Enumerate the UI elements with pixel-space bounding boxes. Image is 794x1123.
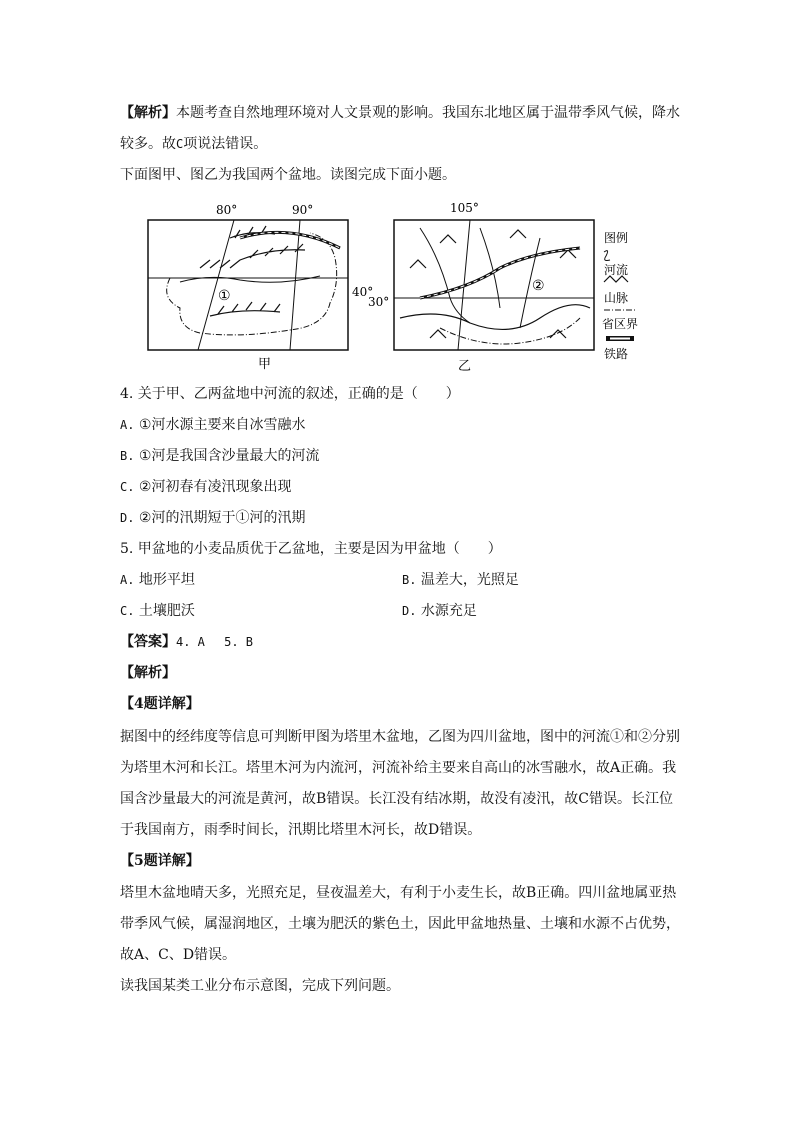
map-a-meridian-90 (290, 220, 300, 350)
q5-stem: 5. 甲盆地的小麦品质优于乙盆地，主要是因为甲盆地（ ） (120, 541, 502, 557)
map-b-marker: ② (532, 278, 545, 294)
map-b-caption: 乙 (458, 359, 472, 374)
option-text: 水源充足 (420, 603, 477, 619)
option-letter: A. (120, 573, 135, 587)
option-letter: D. (402, 604, 417, 618)
legend-title: 图例 (604, 231, 629, 245)
q4-option-b (120, 446, 319, 466)
option-letter: B. (120, 449, 135, 463)
map-a-river (180, 276, 320, 282)
option-text: ①河水源主要来自冰雪融水 (138, 417, 306, 433)
intro-line-2 (120, 134, 267, 154)
option-letter: C. (120, 604, 135, 618)
map-a-lat-label: 40° (352, 285, 374, 299)
option-text: 地形平坦 (138, 572, 195, 588)
map-b-mountains (410, 230, 576, 338)
map-b-river-main (400, 305, 590, 330)
map-b-frame (394, 220, 594, 350)
q5-option-a (120, 570, 195, 590)
intro-line-1 (120, 103, 680, 123)
map-b-river-trib-1 (420, 228, 470, 323)
map-b-river-trib-2 (480, 228, 500, 308)
map-a-caption: 甲 (258, 357, 272, 372)
map-a-mountain-north (200, 244, 305, 268)
lead-text: 下面图甲、图乙为我国两个盆地。读图完成下面小题。 (120, 167, 456, 183)
map-a-mountain-south (210, 302, 280, 316)
map-a-lon-label-90: 90° (292, 203, 314, 217)
d5-line-3: 故A、C、D错误。 (120, 947, 237, 963)
answer-line (120, 632, 253, 652)
legend-river-icon (604, 251, 610, 261)
map-a-marker: ① (218, 288, 231, 304)
q5-option-c (120, 601, 195, 621)
analysis-heading: 【解析】 (120, 665, 176, 681)
q4-option-a (120, 415, 305, 435)
d4-heading: 【4题详解】 (120, 696, 200, 712)
d5-line-2: 带季风气候，属湿润地区，土壤为肥沃的紫色土，因此甲盆地热量、土壤和水源不占优势， (120, 916, 680, 932)
closing-text: 读我国某类工业分布示意图，完成下列问题。 (120, 978, 400, 994)
q4-option-c (120, 477, 291, 497)
q4-option-d (120, 508, 305, 528)
legend-mountain-label: 山脉 (604, 291, 629, 305)
option-text: 温差大，光照足 (420, 572, 519, 588)
option-text: ②河初春有凌汛现象出现 (138, 479, 292, 495)
d5-heading: 【5题详解】 (120, 853, 200, 869)
d4-line-2: 为塔里木河和长江。塔里木河为内流河，河流补给主要来自高山的冰雪融水，故A正确。我 (120, 760, 677, 776)
legend-railway-label: 铁路 (604, 347, 629, 361)
map-b-lon-label: 105° (450, 201, 479, 215)
option-letter: D. (120, 511, 135, 525)
map-a-province-boundary (167, 233, 337, 335)
basin-maps-figure (140, 198, 640, 376)
option-letter: C. (120, 480, 135, 494)
d5-line-1: 塔里木盆地晴天多，光照充足，昼夜温差大，有利于小麦生长，故B正确。四川盆地属亚热 (120, 885, 677, 901)
q5-option-b (402, 570, 519, 590)
q5-option-d (402, 601, 477, 621)
option-letter: B. (402, 573, 417, 587)
option-text: ①河是我国含沙量最大的河流 (138, 448, 320, 464)
q4-stem: 4. 关于甲、乙两盆地中河流的叙述，正确的是（ ） (120, 386, 460, 402)
map-a-lon-label-80: 80° (216, 203, 238, 217)
d4-line-1: 据图中的经纬度等信息可判断甲图为塔里木盆地，乙图为四川盆地，图中的河流①和②分别 (120, 729, 680, 745)
option-text: 土壤肥沃 (138, 603, 195, 619)
map-b-railway (420, 248, 580, 298)
analysis-tag: 【解析】 (120, 105, 176, 121)
intro-text: 本题考查自然地理环境对人文景观的影响。我国东北地区属于温带季风气候，降水 (176, 105, 680, 121)
option-letter: A. (120, 418, 135, 432)
answer-text: 4. A 5. B (176, 635, 254, 649)
option-text: ②河的汛期短于①河的汛期 (138, 510, 306, 526)
intro-option-letter: C (176, 137, 184, 151)
d4-line-3: 国含沙量最大的河流是黄河，故B错误。长江没有结冰期，故没有凌汛，故C错误。长江位 (120, 791, 673, 807)
answer-tag: 【答案】 (120, 634, 176, 650)
legend-river-label: 河流 (604, 263, 629, 277)
map-a-meridian-80 (198, 220, 234, 350)
intro-text-3: 项说法错误。 (183, 136, 268, 152)
legend-boundary-label: 省区界 (602, 317, 639, 331)
intro-text-2: 较多。故 (120, 136, 176, 152)
map-b-lat-label: 30° (368, 295, 390, 309)
d4-line-4: 于我国南方，雨季时间长，汛期比塔里木河长，故D错误。 (120, 822, 482, 838)
